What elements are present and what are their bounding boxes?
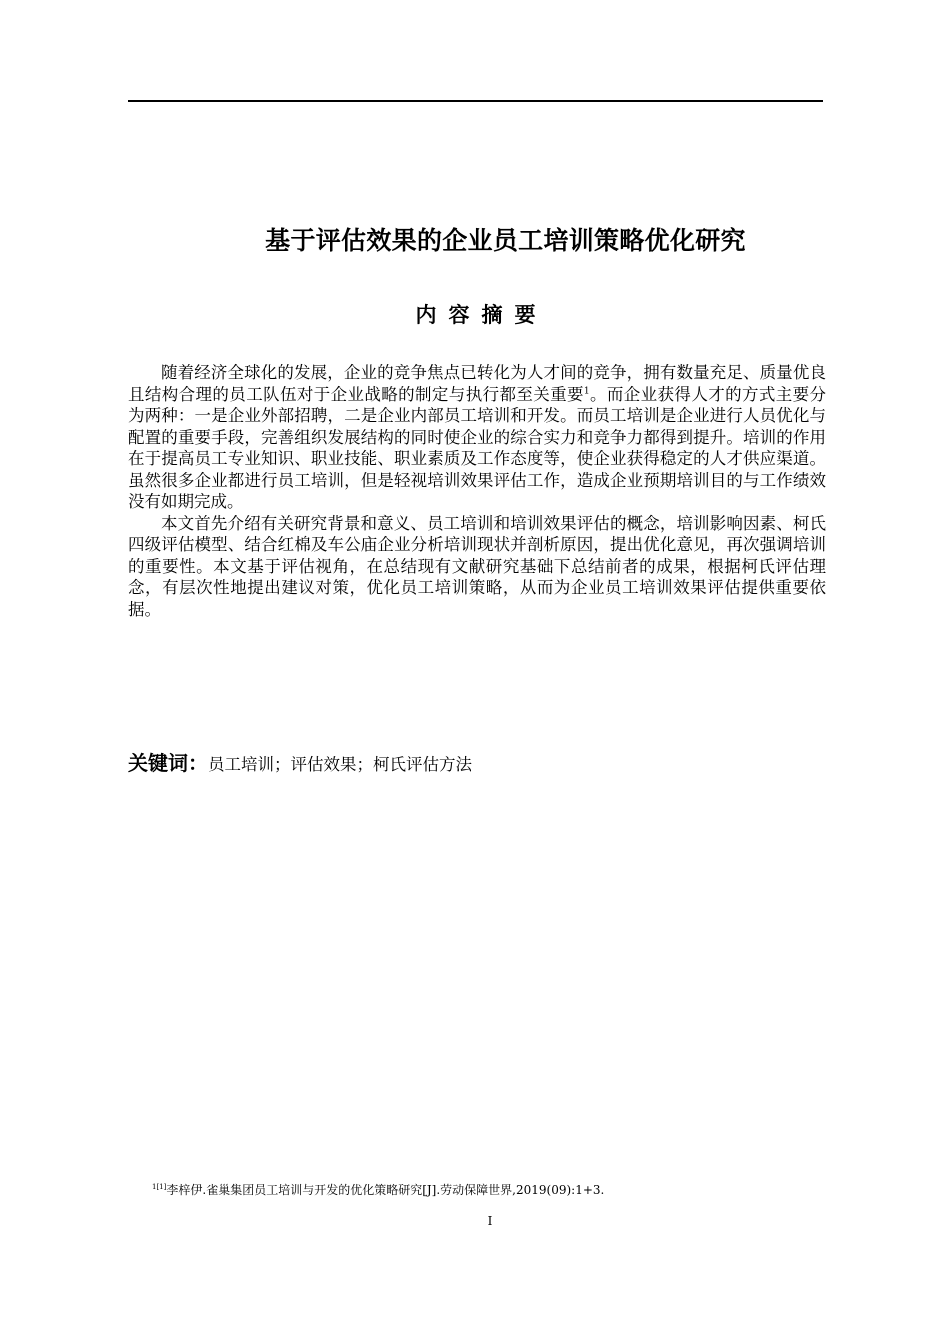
abstract-paragraph-1-text-a: 随着经济全球化的发展，企业的竞争焦点已转化为人才间的竞争，拥有数量充足、质量优良且结构合理的员工队伍对于企业战略的制定与执行都至关重要: [128, 363, 826, 404]
header-rule: [128, 100, 823, 102]
abstract-heading-char: 要: [514, 303, 536, 327]
footnote-text: 李梓伊.雀巢集团员工培训与开发的优化策略研究[J].劳动保障世界,2019(09):1+3.: [166, 1183, 605, 1197]
abstract-paragraph-1: [128, 362, 826, 513]
footnote: [152, 1181, 832, 1199]
paper-title: 基于评估效果的企业员工培训策略优化研究: [265, 226, 746, 255]
abstract-paragraph-2: 本文首先介绍有关研究背景和意义、员工培训和培训效果评估的概念，培训影响因素、柯氏四级评估模型、结合红棉及车公庙企业分析培训现状并剖析原因，提出优化意见，再次强调培训的重要性。本文基于评估视角，在总结现有文献研究基础下总结前者的成果，根据柯氏评估理念，有层次性地提出建议对策，优化员工培训策略，从而为企业员工培训效果评估提供重要依据。: [128, 513, 826, 619]
footnote-reference[interactable]: 1: [583, 386, 590, 396]
keywords-text: 员工培训；评估效果；柯氏评估方法: [208, 755, 472, 774]
abstract-body: [128, 362, 826, 620]
abstract-heading-char: 内: [415, 303, 437, 327]
keywords-line: [128, 748, 823, 780]
abstract-paragraph-1-text-b: 。而企业获得人才的方式主要分为两种：一是企业外部招聘，二是企业内部员工培训和开发。而员工培训是企业进行人员优化与配置的重要手段，完善组织发展结构的同时使企业的综合实力和竞争力都得到提升。培训的作用在于提高员工专业知识、职业技能、职业素质及工作态度等，使企业获得稳定的人才供应渠道。虽然很多企业都进行员工培训，但是轻视培训效果评估工作，造成企业预期培训目的与工作绩效没有如期完成。: [128, 384, 827, 511]
page-number: I: [487, 1214, 493, 1228]
abstract-heading-char: 摘: [481, 303, 503, 327]
keywords-label: 关键词：: [128, 751, 208, 775]
abstract-heading: [128, 300, 823, 330]
abstract-heading-char: 容: [448, 303, 470, 327]
footnote-marker: 1[1]: [152, 1183, 167, 1191]
